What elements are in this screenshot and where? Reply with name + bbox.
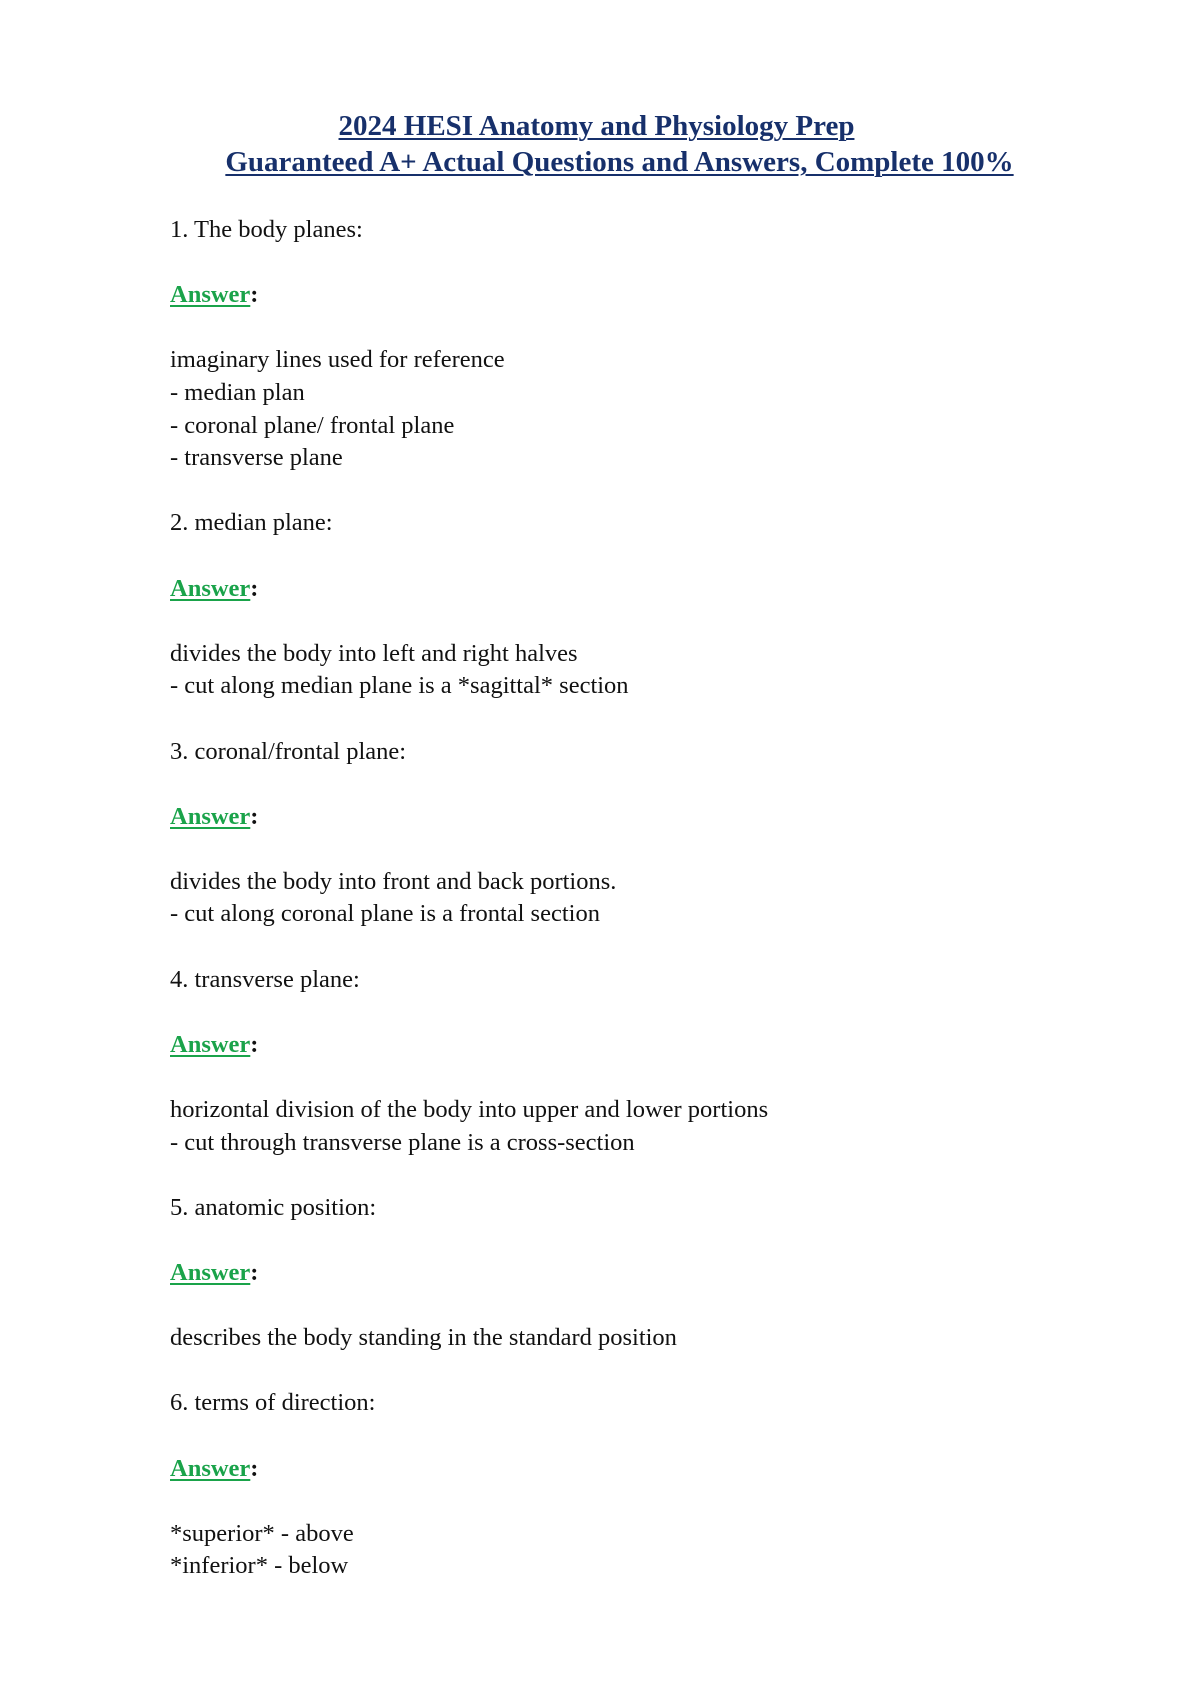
qa-item-4	[170, 964, 1130, 1160]
question-2: 2. median plane:	[170, 509, 333, 537]
answer-body-1	[170, 344, 1130, 474]
title-line-1: 2024 HESI Anatomy and Physiology Prep	[338, 110, 855, 142]
answer-line: - cut along coronal plane is a frontal section	[170, 900, 600, 928]
answer-line: divides the body into left and right halves	[170, 639, 578, 667]
answer-body-5	[170, 1322, 1130, 1355]
qa-item-6	[170, 1387, 1130, 1583]
qa-item-5	[170, 1192, 1130, 1355]
answer-label-6	[170, 1453, 1130, 1486]
answer-word: Answer	[170, 574, 251, 602]
qa-item-3	[170, 736, 1130, 932]
answer-colon: :	[250, 574, 259, 602]
answer-line: - coronal plane/ frontal plane	[170, 411, 455, 439]
answer-colon: :	[250, 802, 259, 830]
question-5: 5. anatomic position:	[170, 1193, 377, 1221]
document-title	[0, 108, 1191, 180]
answer-body-4	[170, 1094, 1130, 1159]
answer-word: Answer	[170, 802, 251, 830]
qa-item-1	[170, 214, 1130, 475]
title-line-2: Guaranteed A+ Actual Questions and Answers, Complete 100%	[225, 146, 1014, 178]
answer-label-1	[170, 279, 1130, 312]
answer-line: - transverse plane	[170, 444, 343, 472]
answer-label-2	[170, 573, 1130, 606]
answer-line: imaginary lines used for reference	[170, 346, 505, 374]
answer-label-4	[170, 1029, 1130, 1062]
question-4: 4. transverse plane:	[170, 965, 360, 993]
answer-line: *superior* - above	[170, 1519, 354, 1547]
answer-colon: :	[250, 1259, 259, 1286]
answer-colon: :	[250, 1454, 259, 1482]
answer-line: horizontal division of the body into upper and lower portions	[170, 1096, 769, 1124]
qa-list	[170, 214, 1130, 1616]
answer-line: - cut along median plane is a *sagittal* section	[170, 672, 629, 700]
answer-body-3	[170, 866, 1130, 931]
answer-body-6	[170, 1518, 1130, 1583]
answer-line: *inferior* - below	[170, 1552, 349, 1580]
answer-line: - median plan	[170, 378, 305, 406]
answer-label-3	[170, 801, 1130, 834]
answer-word: Answer	[170, 1030, 251, 1058]
answer-word: Answer	[170, 1454, 251, 1482]
qa-item-2	[170, 507, 1130, 703]
answer-colon: :	[250, 281, 259, 309]
question-6: 6. terms of direction:	[170, 1389, 376, 1417]
answer-word: Answer	[170, 1259, 251, 1286]
answer-label-5	[170, 1257, 1130, 1290]
answer-line: describes the body standing in the standard position	[170, 1324, 677, 1352]
answer-line: - cut through transverse plane is a cross-section	[170, 1128, 635, 1156]
answer-colon: :	[250, 1030, 259, 1058]
question-3: 3. coronal/frontal plane:	[170, 737, 407, 765]
answer-line: divides the body into front and back portions.	[170, 867, 617, 895]
answer-body-2	[170, 638, 1130, 703]
answer-word: Answer	[170, 281, 251, 309]
question-1: 1. The body planes:	[170, 216, 363, 243]
